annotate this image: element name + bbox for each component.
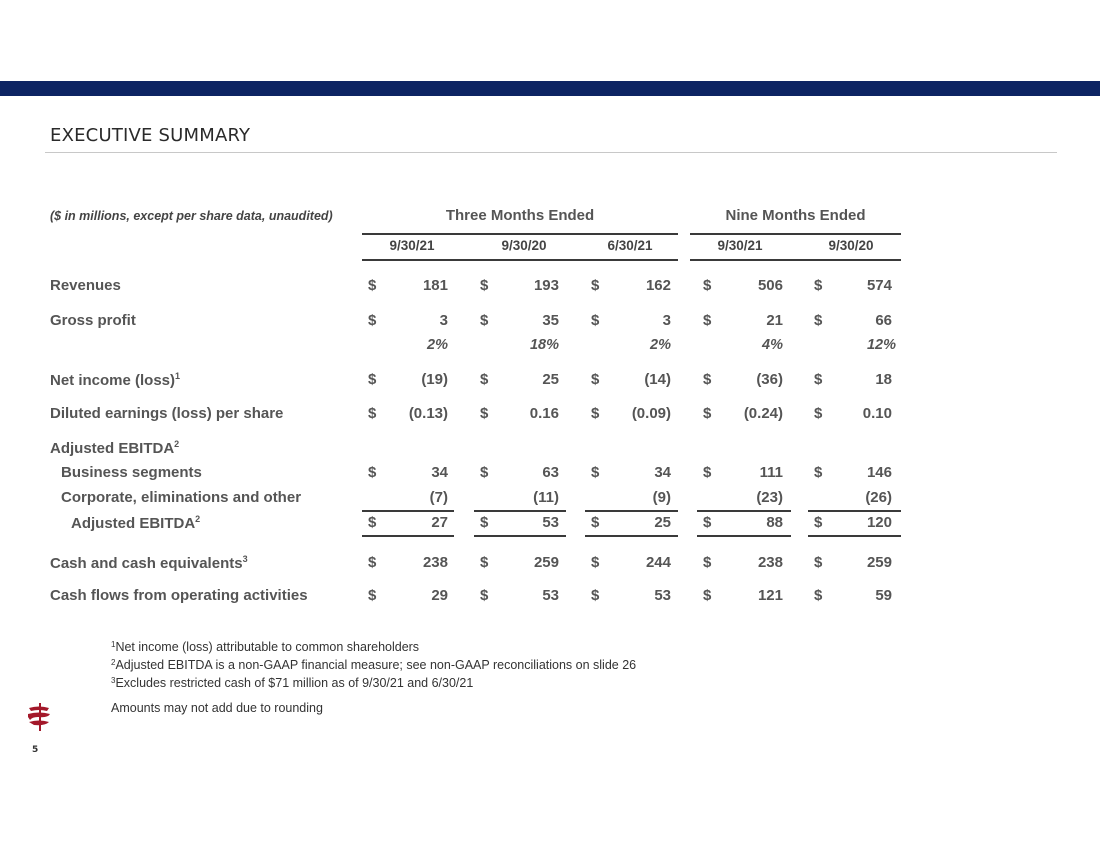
dollar-sign: $ (368, 514, 377, 531)
table-cell: 111 (759, 464, 783, 481)
subtotal-rule (585, 510, 678, 512)
table-cell: 244 (645, 554, 671, 571)
table-cell: 238 (757, 554, 783, 571)
dollar-sign: $ (814, 554, 823, 571)
dollar-sign: $ (814, 371, 823, 388)
table-cell: 120 (866, 514, 892, 531)
dollar-sign: $ (703, 464, 712, 481)
table-cell: 238 (422, 554, 448, 571)
table-cell: 29 (431, 587, 448, 604)
dollar-sign: $ (480, 371, 489, 388)
dollar-sign: $ (368, 464, 377, 481)
dollar-sign: $ (368, 371, 377, 388)
header-rule-nine-months (690, 233, 901, 235)
row-label-corporate-eliminations: Corporate, eliminations and other (61, 489, 302, 506)
table-cell: 3 (662, 312, 671, 329)
table-cell: (14) (644, 371, 671, 388)
dollar-sign: $ (480, 514, 489, 531)
dollar-sign: $ (368, 554, 377, 571)
table-cell: 162 (645, 277, 671, 294)
dollar-sign: $ (703, 514, 712, 531)
table-cell: (23) (756, 489, 783, 506)
top-banner (0, 81, 1100, 96)
company-logo-icon (26, 702, 52, 732)
margin-percent-cell: 2% (427, 337, 448, 353)
table-cell: 574 (866, 277, 892, 294)
column-header: 9/30/21 (717, 238, 763, 253)
table-cell: (19) (421, 371, 448, 388)
table-cell: 59 (875, 587, 892, 604)
footnote-2: $^2$Adjusted EBITDA is a non-GAAP financial measure; see non-GAAP reconciliations on slide 26 (111, 658, 637, 672)
dollar-sign: $ (703, 371, 712, 388)
dollar-sign: $ (480, 587, 489, 604)
group-header-three-months: Three Months Ended (445, 207, 595, 224)
table-cell: 0.16 (529, 405, 559, 422)
column-rule-three-months (362, 259, 678, 261)
footnote-1: $^1$Net income (loss) attributable to common shareholders (111, 640, 420, 654)
dollar-sign: $ (591, 554, 600, 571)
subtotal-rule (697, 510, 791, 512)
table-cell: 18 (875, 371, 892, 388)
row-label-net-income: Net income (loss)$^1$ (50, 371, 181, 389)
total-rule (808, 535, 901, 537)
dollar-sign: $ (480, 277, 489, 294)
page-title: EXECUTIVE SUMMARY (50, 125, 251, 146)
table-cell: 21 (766, 312, 783, 329)
column-rule-nine-months (690, 259, 901, 261)
dollar-sign: $ (368, 277, 377, 294)
dollar-sign: $ (703, 587, 712, 604)
table-cell: 259 (533, 554, 559, 571)
table-cell: 66 (875, 312, 892, 329)
footnote-3: $^3$Excludes restricted cash of $71 million as of 9/30/21 and 6/30/21 (111, 676, 474, 690)
total-rule (474, 535, 566, 537)
margin-percent-cell: 4% (762, 337, 783, 353)
table-cell: 3 (439, 312, 448, 329)
row-label-operating-cash-flows: Cash flows from operating activities (50, 587, 308, 604)
subtotal-rule (474, 510, 566, 512)
rounding-note: Amounts may not add due to rounding (111, 701, 323, 715)
dollar-sign: $ (591, 464, 600, 481)
table-cell: (0.13) (408, 405, 448, 422)
table-cell: 506 (757, 277, 783, 294)
header-rule-three-months (362, 233, 678, 235)
table-cell: (26) (865, 489, 892, 506)
dollar-sign: $ (814, 464, 823, 481)
dollar-sign: $ (814, 405, 823, 422)
table-cell: (36) (756, 371, 783, 388)
total-rule (697, 535, 791, 537)
dollar-sign: $ (480, 554, 489, 571)
table-cell: (9) (652, 489, 671, 506)
dollar-sign: $ (368, 587, 377, 604)
column-header: 9/30/21 (389, 238, 435, 253)
table-cell: 193 (533, 277, 559, 294)
margin-percent-cell: 2% (650, 337, 671, 353)
page-number: 5 (32, 745, 39, 755)
table-cell: 34 (431, 464, 448, 481)
dollar-sign: $ (703, 277, 712, 294)
dollar-sign: $ (368, 405, 377, 422)
dollar-sign: $ (480, 405, 489, 422)
column-header: 9/30/20 (828, 238, 874, 253)
table-cell: 63 (542, 464, 559, 481)
dollar-sign: $ (591, 371, 600, 388)
table-cell: 181 (422, 277, 448, 294)
table-cell: 25 (654, 514, 671, 531)
dollar-sign: $ (368, 312, 377, 329)
table-cell: 53 (542, 587, 559, 604)
row-label-adjusted-ebitda-total: Adjusted EBITDA$^2$ (71, 514, 201, 532)
total-rule (362, 535, 454, 537)
dollar-sign: $ (814, 312, 823, 329)
table-note: ($ in millions, except per share data, unaudited) (50, 209, 333, 223)
table-cell: 35 (542, 312, 559, 329)
table-cell: (11) (533, 489, 559, 506)
table-cell: 121 (757, 587, 783, 604)
table-cell: 259 (866, 554, 892, 571)
table-cell: 146 (866, 464, 892, 481)
dollar-sign: $ (591, 405, 600, 422)
row-label-gross-profit: Gross profit (50, 312, 136, 329)
table-cell: 34 (654, 464, 671, 481)
column-header: 6/30/21 (607, 238, 653, 253)
row-label-business-segments: Business segments (61, 464, 202, 481)
title-divider (45, 152, 1057, 153)
table-cell: 53 (542, 514, 559, 531)
dollar-sign: $ (591, 312, 600, 329)
table-cell: 27 (431, 514, 448, 531)
subtotal-rule (362, 510, 454, 512)
group-header-nine-months: Nine Months Ended (725, 207, 866, 224)
dollar-sign: $ (814, 514, 823, 531)
total-rule (585, 535, 678, 537)
dollar-sign: $ (480, 312, 489, 329)
table-cell: (0.09) (631, 405, 671, 422)
row-label-cash-equivalents: Cash and cash equivalents$^3$ (50, 554, 248, 572)
dollar-sign: $ (703, 405, 712, 422)
row-label-adjusted-ebitda-heading: Adjusted EBITDA$^2$ (50, 439, 180, 457)
table-cell: (7) (429, 489, 448, 506)
footnotes (111, 637, 636, 691)
table-cell: 25 (542, 371, 559, 388)
margin-percent-cell: 18% (529, 337, 559, 353)
column-header: 9/30/20 (501, 238, 547, 253)
dollar-sign: $ (591, 277, 600, 294)
row-label-diluted-eps: Diluted earnings (loss) per share (50, 405, 284, 422)
table-cell: (0.24) (743, 405, 783, 422)
dollar-sign: $ (591, 514, 600, 531)
dollar-sign: $ (814, 587, 823, 604)
dollar-sign: $ (814, 277, 823, 294)
table-cell: 0.10 (862, 405, 892, 422)
dollar-sign: $ (480, 464, 489, 481)
table-cell: 53 (654, 587, 671, 604)
dollar-sign: $ (703, 554, 712, 571)
table-cell: 88 (766, 514, 783, 531)
margin-percent-cell: 12% (866, 337, 896, 353)
dollar-sign: $ (591, 587, 600, 604)
subtotal-rule (808, 510, 901, 512)
row-label-revenues: Revenues (50, 277, 121, 294)
dollar-sign: $ (703, 312, 712, 329)
